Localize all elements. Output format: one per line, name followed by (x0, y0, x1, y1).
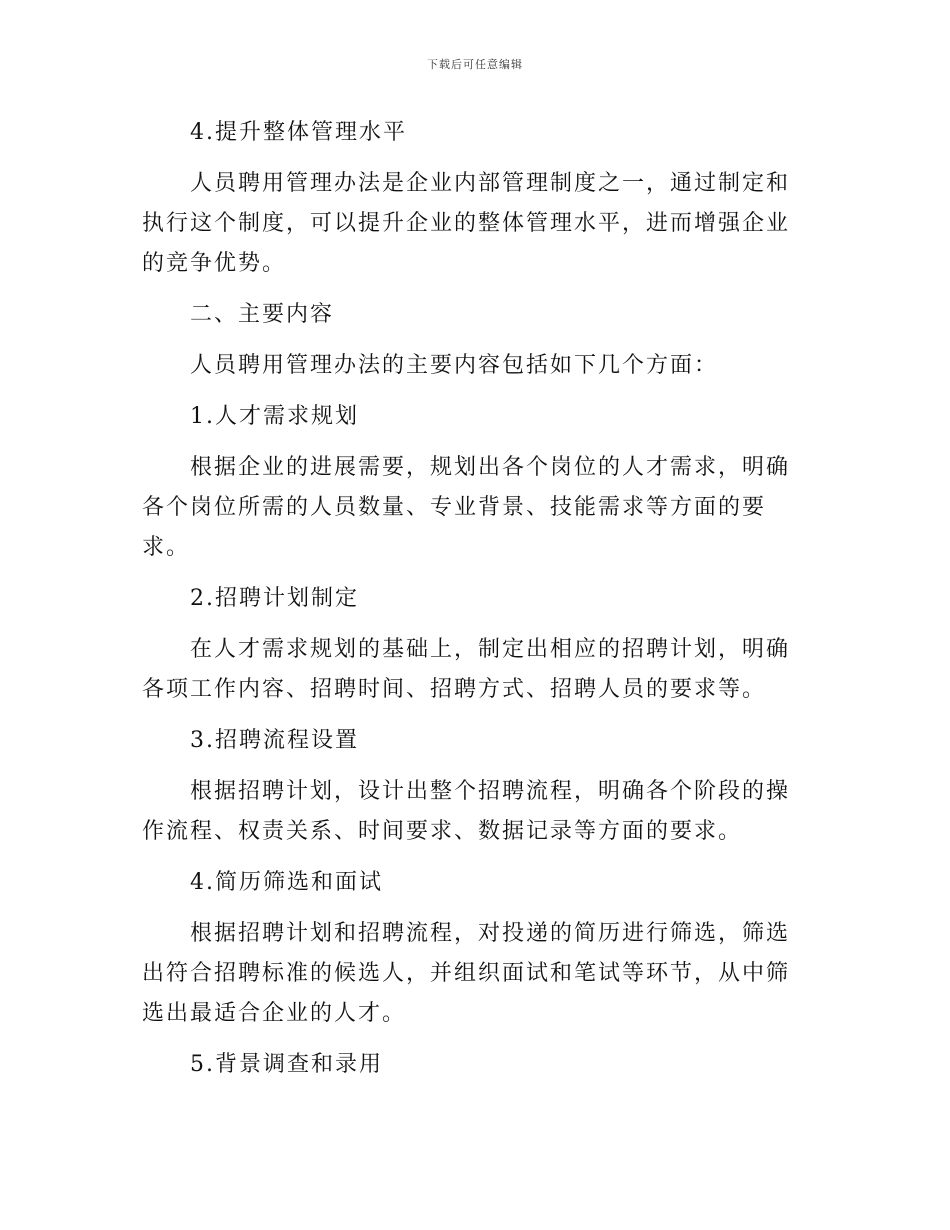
document-body (142, 113, 812, 1096)
body-paragraph: 根据招聘计划和招聘流程，对投递的简历进行筛选，筛选出符合招聘标准的候选人，并组织面试和笔试等环节，从中筛选出最适合企业的人才。 (142, 921, 791, 1026)
section-heading: 1.人才需求规划 (190, 404, 359, 429)
section-heading: 2.招聘计划制定 (190, 586, 359, 611)
section-heading: 4.提升整体管理水平 (190, 120, 407, 145)
section-heading: 5.背景调查和录用 (190, 1052, 383, 1077)
body-paragraph: 根据企业的进展需要，规划出各个岗位的人才需求，明确各个岗位所需的人员数量、专业背景、技能需求等方面的要求。 (142, 455, 791, 560)
section-heading: 4.简历筛选和面试 (190, 870, 383, 895)
body-paragraph: 在人才需求规划的基础上，制定出相应的招聘计划，明确各项工作内容、招聘时间、招聘方式、招聘人员的要求等。 (142, 637, 791, 702)
page-header: 下载后可任意编辑 (427, 58, 523, 71)
section-heading: 二、主要内容 (190, 302, 335, 327)
body-paragraph: 人员聘用管理办法的主要内容包括如下几个方面： (190, 353, 719, 378)
body-paragraph: 根据招聘计划，设计出整个招聘流程，明确各个阶段的操作流程、权责关系、时间要求、数据记录等方面的要求。 (142, 779, 791, 844)
body-paragraph: 人员聘用管理办法是企业内部管理制度之一，通过制定和执行这个制度，可以提升企业的整体管理水平，进而增强企业的竞争优势。 (142, 171, 791, 276)
section-heading: 3.招聘流程设置 (190, 728, 359, 753)
